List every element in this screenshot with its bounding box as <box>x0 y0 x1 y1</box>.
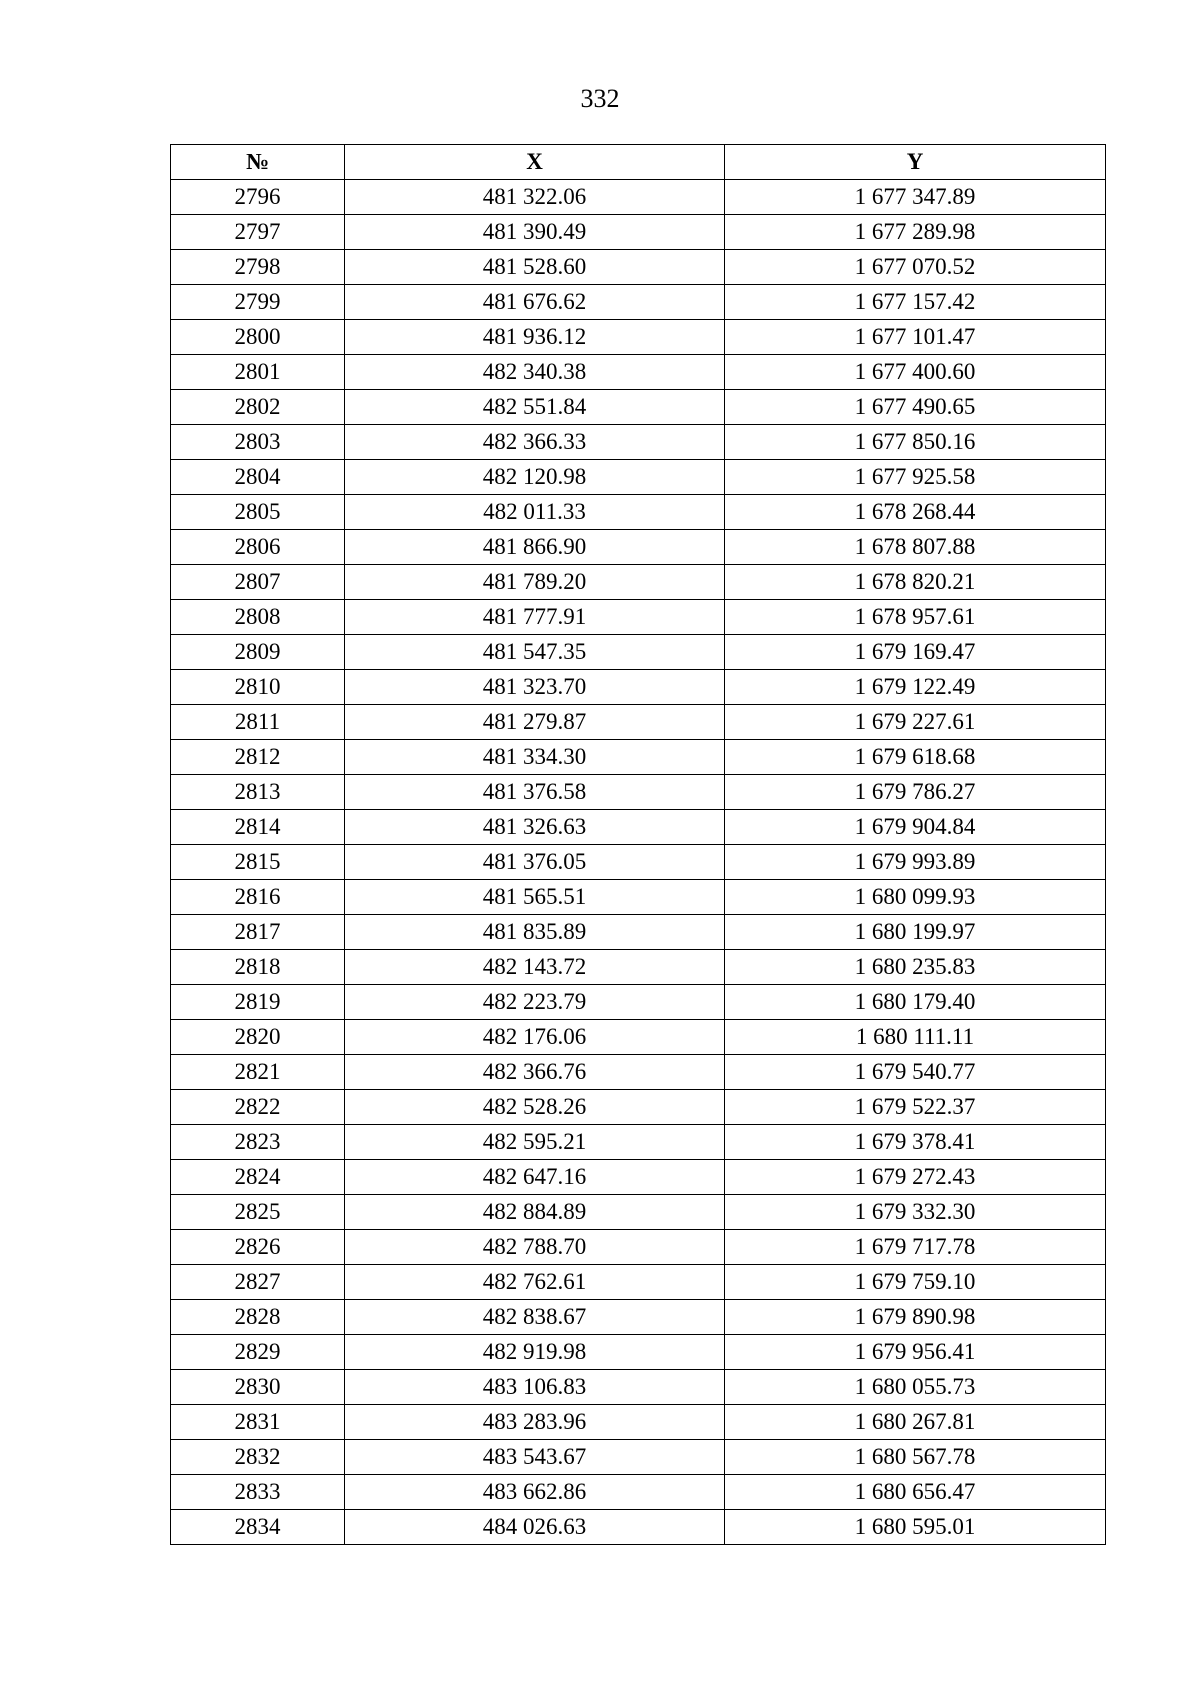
cell-x: 481 323.70 <box>345 670 725 705</box>
cell-number: 2828 <box>171 1300 345 1335</box>
cell-x: 482 340.38 <box>345 355 725 390</box>
cell-number: 2807 <box>171 565 345 600</box>
cell-y: 1 679 272.43 <box>725 1160 1106 1195</box>
cell-y: 1 679 618.68 <box>725 740 1106 775</box>
table-row <box>171 1020 1106 1055</box>
cell-number: 2798 <box>171 250 345 285</box>
cell-number: 2803 <box>171 425 345 460</box>
cell-number: 2817 <box>171 915 345 950</box>
header-x: X <box>345 145 725 180</box>
cell-number: 2797 <box>171 215 345 250</box>
cell-x: 481 789.20 <box>345 565 725 600</box>
cell-number: 2800 <box>171 320 345 355</box>
cell-number: 2833 <box>171 1475 345 1510</box>
page-number: 332 <box>580 84 620 113</box>
cell-number: 2804 <box>171 460 345 495</box>
table-row <box>171 1335 1106 1370</box>
cell-x: 482 223.79 <box>345 985 725 1020</box>
cell-number: 2825 <box>171 1195 345 1230</box>
cell-y: 1 677 400.60 <box>725 355 1106 390</box>
cell-number: 2806 <box>171 530 345 565</box>
cell-x: 482 647.16 <box>345 1160 725 1195</box>
table-row <box>171 880 1106 915</box>
cell-y: 1 679 522.37 <box>725 1090 1106 1125</box>
table-row <box>171 1125 1106 1160</box>
cell-x: 483 283.96 <box>345 1405 725 1440</box>
cell-number: 2813 <box>171 775 345 810</box>
cell-y: 1 677 101.47 <box>725 320 1106 355</box>
table-row <box>171 1090 1106 1125</box>
cell-x: 481 326.63 <box>345 810 725 845</box>
table-row <box>171 775 1106 810</box>
cell-y: 1 677 490.65 <box>725 390 1106 425</box>
cell-number: 2831 <box>171 1405 345 1440</box>
cell-y: 1 679 759.10 <box>725 1265 1106 1300</box>
cell-x: 481 676.62 <box>345 285 725 320</box>
table-row <box>171 565 1106 600</box>
cell-y: 1 679 378.41 <box>725 1125 1106 1160</box>
table-row <box>171 425 1106 460</box>
table-row <box>171 180 1106 215</box>
cell-x: 481 322.06 <box>345 180 725 215</box>
cell-number: 2819 <box>171 985 345 1020</box>
cell-x: 482 919.98 <box>345 1335 725 1370</box>
cell-y: 1 679 786.27 <box>725 775 1106 810</box>
cell-number: 2818 <box>171 950 345 985</box>
table-row <box>171 495 1106 530</box>
cell-x: 482 011.33 <box>345 495 725 530</box>
cell-x: 482 120.98 <box>345 460 725 495</box>
table-row <box>171 635 1106 670</box>
cell-number: 2816 <box>171 880 345 915</box>
table-row <box>171 740 1106 775</box>
cell-number: 2832 <box>171 1440 345 1475</box>
cell-x: 481 279.87 <box>345 705 725 740</box>
table-row <box>171 215 1106 250</box>
cell-y: 1 679 227.61 <box>725 705 1106 740</box>
cell-y: 1 680 595.01 <box>725 1510 1106 1545</box>
cell-y: 1 680 111.11 <box>725 1020 1106 1055</box>
cell-x: 482 143.72 <box>345 950 725 985</box>
table-row <box>171 1370 1106 1405</box>
cell-y: 1 677 070.52 <box>725 250 1106 285</box>
cell-y: 1 679 540.77 <box>725 1055 1106 1090</box>
cell-x: 482 884.89 <box>345 1195 725 1230</box>
cell-x: 482 788.70 <box>345 1230 725 1265</box>
table-row <box>171 1510 1106 1545</box>
header-y: Y <box>725 145 1106 180</box>
cell-number: 2801 <box>171 355 345 390</box>
cell-x: 483 106.83 <box>345 1370 725 1405</box>
cell-x: 484 026.63 <box>345 1510 725 1545</box>
header-number: № <box>171 145 345 180</box>
table-row <box>171 1160 1106 1195</box>
cell-y: 1 680 267.81 <box>725 1405 1106 1440</box>
cell-x: 481 565.51 <box>345 880 725 915</box>
table-row <box>171 985 1106 1020</box>
cell-x: 481 777.91 <box>345 600 725 635</box>
cell-x: 482 366.33 <box>345 425 725 460</box>
cell-x: 482 838.67 <box>345 1300 725 1335</box>
table-row <box>171 915 1106 950</box>
cell-y: 1 679 169.47 <box>725 635 1106 670</box>
cell-x: 481 835.89 <box>345 915 725 950</box>
cell-y: 1 678 957.61 <box>725 600 1106 635</box>
cell-y: 1 678 268.44 <box>725 495 1106 530</box>
cell-number: 2834 <box>171 1510 345 1545</box>
table-row <box>171 320 1106 355</box>
table-row <box>171 1300 1106 1335</box>
cell-y: 1 679 904.84 <box>725 810 1106 845</box>
cell-number: 2814 <box>171 810 345 845</box>
cell-number: 2820 <box>171 1020 345 1055</box>
cell-number: 2811 <box>171 705 345 740</box>
cell-x: 481 334.30 <box>345 740 725 775</box>
cell-x: 481 528.60 <box>345 250 725 285</box>
cell-number: 2808 <box>171 600 345 635</box>
cell-x: 482 762.61 <box>345 1265 725 1300</box>
cell-number: 2815 <box>171 845 345 880</box>
cell-number: 2821 <box>171 1055 345 1090</box>
cell-x: 481 936.12 <box>345 320 725 355</box>
cell-y: 1 679 332.30 <box>725 1195 1106 1230</box>
table-row <box>171 1055 1106 1090</box>
cell-number: 2812 <box>171 740 345 775</box>
table-row <box>171 250 1106 285</box>
cell-number: 2799 <box>171 285 345 320</box>
cell-x: 483 543.67 <box>345 1440 725 1475</box>
cell-x: 482 551.84 <box>345 390 725 425</box>
cell-y: 1 679 956.41 <box>725 1335 1106 1370</box>
cell-x: 481 866.90 <box>345 530 725 565</box>
cell-number: 2810 <box>171 670 345 705</box>
cell-number: 2824 <box>171 1160 345 1195</box>
table-row <box>171 670 1106 705</box>
cell-y: 1 680 567.78 <box>725 1440 1106 1475</box>
cell-y: 1 679 890.98 <box>725 1300 1106 1335</box>
table-row <box>171 530 1106 565</box>
cell-y: 1 680 179.40 <box>725 985 1106 1020</box>
table-row <box>171 1440 1106 1475</box>
table-row <box>171 1195 1106 1230</box>
cell-y: 1 679 993.89 <box>725 845 1106 880</box>
table-row <box>171 1475 1106 1510</box>
cell-x: 483 662.86 <box>345 1475 725 1510</box>
table-row <box>171 390 1106 425</box>
table-row <box>171 950 1106 985</box>
cell-number: 2827 <box>171 1265 345 1300</box>
table-row <box>171 600 1106 635</box>
cell-number: 2823 <box>171 1125 345 1160</box>
cell-y: 1 680 099.93 <box>725 880 1106 915</box>
cell-number: 2830 <box>171 1370 345 1405</box>
table-row <box>171 460 1106 495</box>
cell-y: 1 680 656.47 <box>725 1475 1106 1510</box>
table-header-row <box>171 145 1106 180</box>
table-row <box>171 1405 1106 1440</box>
cell-x: 482 176.06 <box>345 1020 725 1055</box>
cell-x: 482 595.21 <box>345 1125 725 1160</box>
table-body <box>171 180 1106 1545</box>
table-row <box>171 810 1106 845</box>
table-row <box>171 705 1106 740</box>
cell-number: 2829 <box>171 1335 345 1370</box>
table-row <box>171 285 1106 320</box>
cell-y: 1 677 925.58 <box>725 460 1106 495</box>
cell-y: 1 677 850.16 <box>725 425 1106 460</box>
cell-x: 482 366.76 <box>345 1055 725 1090</box>
cell-y: 1 677 157.42 <box>725 285 1106 320</box>
cell-x: 481 547.35 <box>345 635 725 670</box>
cell-y: 1 677 289.98 <box>725 215 1106 250</box>
cell-x: 481 376.05 <box>345 845 725 880</box>
cell-number: 2822 <box>171 1090 345 1125</box>
cell-number: 2796 <box>171 180 345 215</box>
cell-x: 481 390.49 <box>345 215 725 250</box>
table-row <box>171 1265 1106 1300</box>
cell-number: 2805 <box>171 495 345 530</box>
cell-y: 1 678 820.21 <box>725 565 1106 600</box>
cell-y: 1 678 807.88 <box>725 530 1106 565</box>
cell-y: 1 680 235.83 <box>725 950 1106 985</box>
table-row <box>171 355 1106 390</box>
coordinates-table <box>170 144 1106 1545</box>
table-row <box>171 1230 1106 1265</box>
table-row <box>171 845 1106 880</box>
cell-y: 1 679 717.78 <box>725 1230 1106 1265</box>
cell-number: 2802 <box>171 390 345 425</box>
cell-y: 1 679 122.49 <box>725 670 1106 705</box>
cell-number: 2809 <box>171 635 345 670</box>
cell-number: 2826 <box>171 1230 345 1265</box>
cell-x: 482 528.26 <box>345 1090 725 1125</box>
cell-y: 1 680 055.73 <box>725 1370 1106 1405</box>
cell-y: 1 680 199.97 <box>725 915 1106 950</box>
cell-x: 481 376.58 <box>345 775 725 810</box>
cell-y: 1 677 347.89 <box>725 180 1106 215</box>
